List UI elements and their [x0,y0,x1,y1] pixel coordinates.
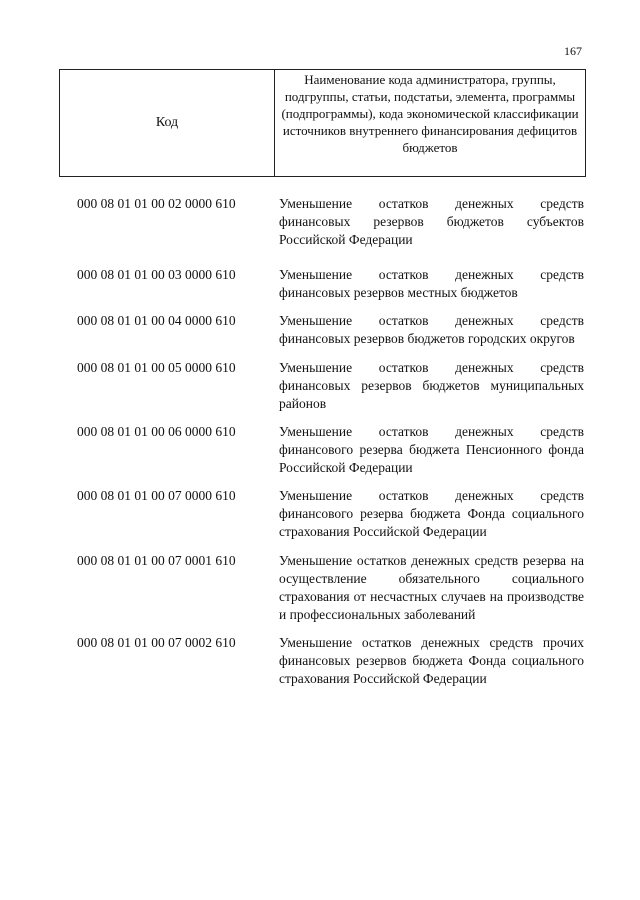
row-code: 000 08 01 01 00 04 0000 610 [77,313,236,328]
table-row [59,487,586,541]
table-header [59,69,586,177]
row-description: Уменьшение остатков денежных средств финансового резерва бюджета Пенсионного фонда Российской Федерации [279,424,584,475]
row-description: Уменьшение остатков денежных средств финансовых резервов бюджетов муниципальных районов [279,360,584,411]
row-description: Уменьшение остатков денежных средств финансовых резервов бюджетов городских округов [279,313,584,346]
row-code: 000 08 01 01 00 07 0000 610 [77,488,236,503]
row-code: 000 08 01 01 00 06 0000 610 [77,424,236,439]
header-name-label: Наименование кода администратора, группы, подгруппы, статьи, подстатьи, элемента, программы (подпрограммы), кода экономической классификации источников внутреннего финансирования дефицитов бюджетов [281,72,579,155]
table-row [59,423,586,477]
table-row [59,312,586,348]
table-body [59,195,586,688]
page-number: 167 [564,44,582,58]
row-description: Уменьшение остатков денежных средств финансовых резервов бюджетов субъектов Российской Федерации [279,196,584,247]
row-description: Уменьшение остатков денежных средств прочих финансовых резервов бюджета Фонда социального страхования Российской Федерации [279,635,584,686]
row-code: 000 08 01 01 00 07 0001 610 [77,553,236,568]
header-code-label: Код [60,70,275,176]
table-row [59,266,586,302]
row-description: Уменьшение остатков денежных средств финансового резерва бюджета Фонда социального страхования Российской Федерации [279,488,584,539]
table-row [59,634,586,688]
row-code: 000 08 01 01 00 03 0000 610 [77,267,236,282]
table-row [59,195,586,249]
row-code: 000 08 01 01 00 05 0000 610 [77,360,236,375]
row-code: 000 08 01 01 00 02 0000 610 [77,196,236,211]
row-description: Уменьшение остатков денежных средств финансовых резервов местных бюджетов [279,267,584,300]
row-description: Уменьшение остатков денежных средств резерва на осуществление обязательного социального страхования от несчастных случаев на производстве и профессиональных заболеваний [279,553,584,622]
row-code: 000 08 01 01 00 07 0002 610 [77,635,236,650]
table-row [59,552,586,624]
table-row [59,359,586,413]
